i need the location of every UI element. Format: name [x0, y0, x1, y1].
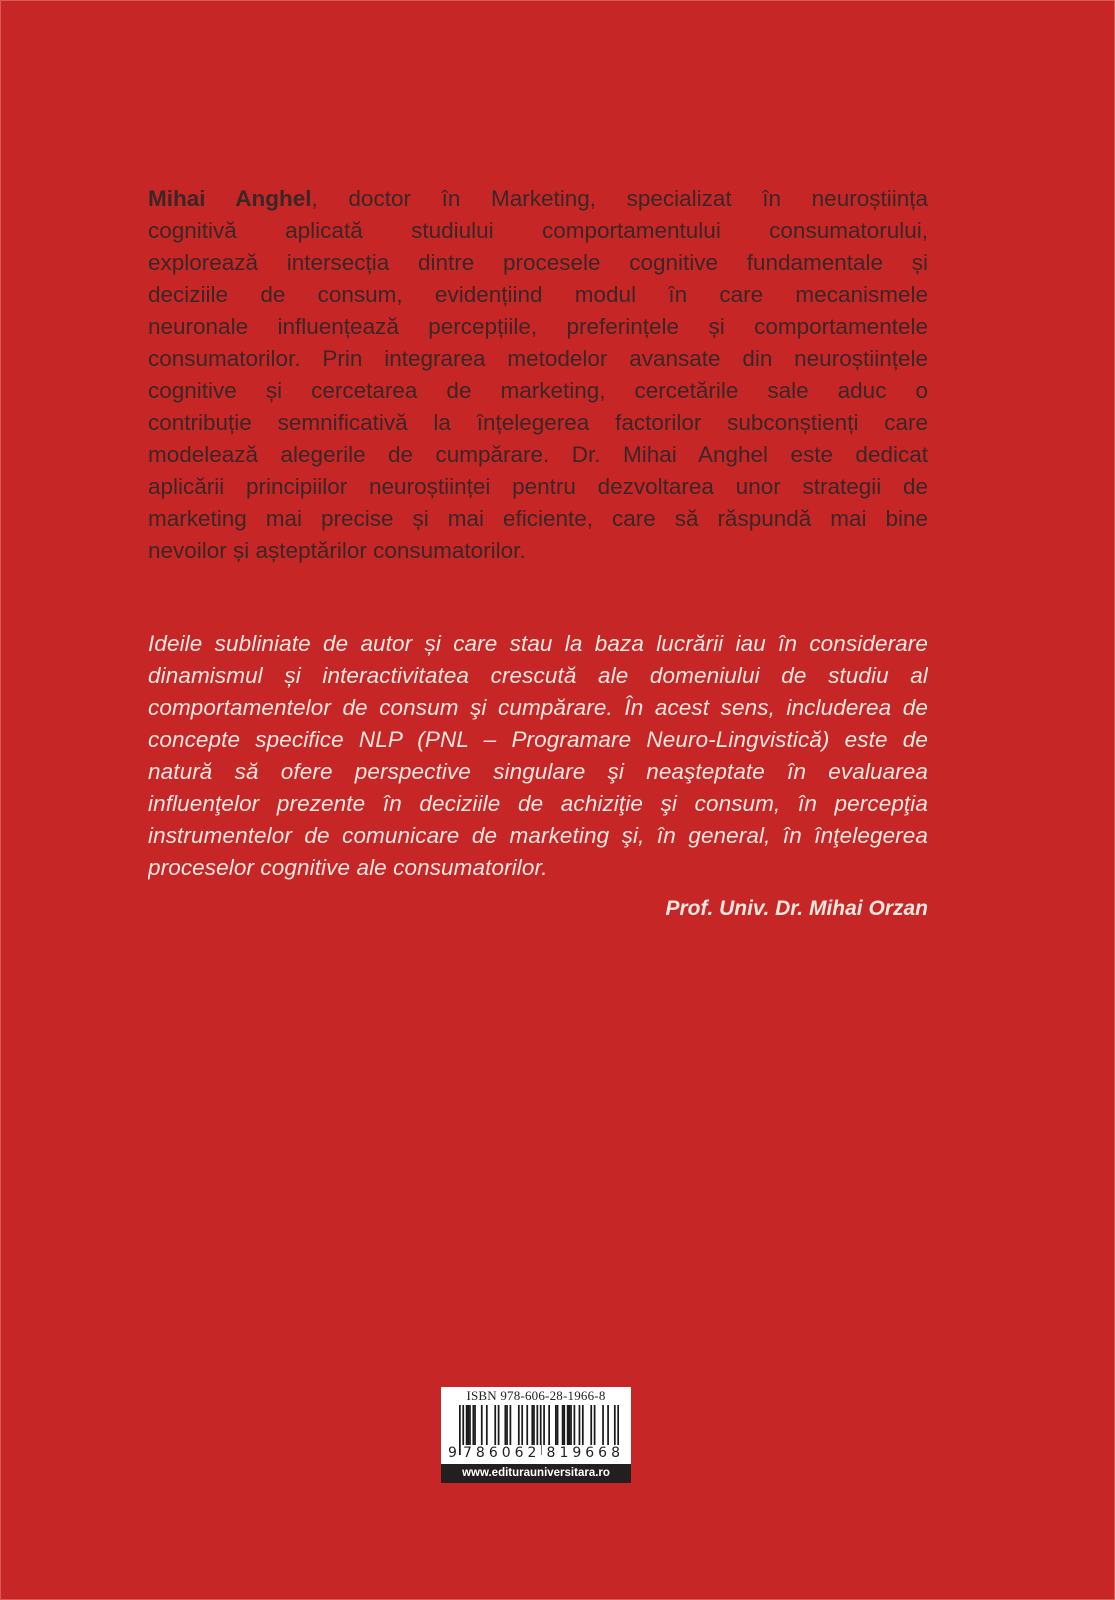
- bio-line: cognitive și cercetarea de marketing, cercetările sale aduc o: [148, 378, 928, 403]
- quote-line: natură să ofere perspective singulare şi neaşteptate în evaluarea: [148, 759, 928, 784]
- barcode-bar: [467, 1405, 469, 1445]
- bio-line: cognitivă aplicată studiului comportamentului consumatorului,: [148, 218, 928, 243]
- isbn-barcode: [441, 1387, 631, 1483]
- ean-digit-prefix: 9: [448, 1445, 457, 1461]
- barcode-bar: [506, 1405, 508, 1445]
- barcode-bar: [543, 1405, 545, 1445]
- quote-line: influenţelor prezente în deciziile de achiziţie şi consum, în percepţia: [148, 791, 928, 816]
- quote-line: comportamentelor de consum şi cumpărare. În acest sens, includerea de: [148, 695, 928, 720]
- bio-line: nevoilor și așteptărilor consumatorilor.: [148, 538, 526, 563]
- barcode-bar: [607, 1405, 609, 1445]
- barcode-bar: [510, 1405, 512, 1445]
- quote-line: Ideile subliniate de autor și care stau la baza lucrării iau în considerare: [148, 631, 928, 656]
- barcode-bar: [602, 1405, 604, 1445]
- barcode-bar: [518, 1405, 520, 1445]
- barcode-bar: [555, 1405, 557, 1445]
- quote-line: proceselor cognitive ale consumatorilor.: [148, 855, 548, 880]
- bio-line: aplicării principiilor neuroștiinței pentru dezvoltarea unor strategii de: [148, 474, 928, 499]
- bio-line: neuronale influențează percepțiile, preferințele și comportamentele: [148, 314, 928, 339]
- quote-line: instrumentelor de comunicare de marketing şi, în general, în înţelegerea: [148, 823, 928, 848]
- quote-signature: Prof. Univ. Dr. Mihai Orzan: [665, 897, 928, 920]
- bio-line: deciziile de consum, evidențiind modul în care mecanismele: [148, 282, 928, 307]
- barcode-bar: [474, 1405, 476, 1445]
- isbn-label: ISBN 978-606-28-1966-8: [466, 1388, 606, 1403]
- author-name: Mihai Anghel: [148, 186, 312, 211]
- barcode-bar: [486, 1405, 488, 1445]
- barcode-bar: [579, 1405, 581, 1445]
- barcode-bar: [562, 1405, 564, 1445]
- barcode-bar: [469, 1405, 471, 1445]
- barcode-bar: [494, 1405, 496, 1445]
- ean-digits: [447, 1445, 625, 1461]
- barcode-bar: [526, 1405, 528, 1445]
- quote-line: concepte specifice NLP (PNL – Programare Neuro-Lingvistică) este de: [148, 727, 928, 752]
- barcode-bar: [590, 1405, 592, 1445]
- publisher-url: www.editurauniversitara.ro: [441, 1464, 631, 1483]
- author-bio: [148, 183, 928, 567]
- bio-line: contribuție semnificativă la înțelegerea factorilor subconștienți care: [148, 410, 928, 435]
- bio-line: modelează alegerile de cumpărare. Dr. Mihai Anghel este dedicat: [148, 442, 928, 467]
- barcode-bar: [594, 1405, 596, 1445]
- barcode-bar: [574, 1405, 576, 1445]
- barcode-bar: [521, 1405, 523, 1445]
- bio-line: Mihai Anghel, doctor în Marketing, specializat în neuroștiința: [148, 186, 928, 211]
- barcode-bar: [568, 1405, 570, 1445]
- barcode-bar: [582, 1405, 584, 1445]
- barcode-bar: [557, 1405, 559, 1445]
- bio-line: consumatorilor. Prin integrarea metodelor avansate din neuroștiințele: [148, 346, 928, 371]
- barcode-bar: [472, 1405, 474, 1445]
- barcode-bar: [504, 1405, 506, 1445]
- ean-digit-group-left: 786062: [463, 1445, 541, 1461]
- bio-line: explorează intersecția dintre procesele cognitive fundamentale și: [148, 250, 928, 275]
- barcode-bar: [570, 1405, 572, 1445]
- endorsement-quote: [148, 628, 928, 884]
- ean-digit-group-right: 819668: [546, 1445, 624, 1461]
- barcode-bar: [563, 1405, 565, 1445]
- barcode-bar: [481, 1405, 483, 1445]
- quote-line: dinamismul și interactivitatea crescută ale domeniului de studiu al: [148, 663, 928, 688]
- bio-line: marketing mai precise și mai eficiente, care să răspundă mai bine: [148, 506, 928, 531]
- barcode-bar: [498, 1405, 500, 1445]
- barcode-bar: [548, 1405, 550, 1445]
- barcode-bar: [567, 1405, 569, 1445]
- barcode-bar: [531, 1405, 533, 1445]
- barcode-bar: [533, 1405, 535, 1445]
- barcode-bar: [466, 1405, 468, 1445]
